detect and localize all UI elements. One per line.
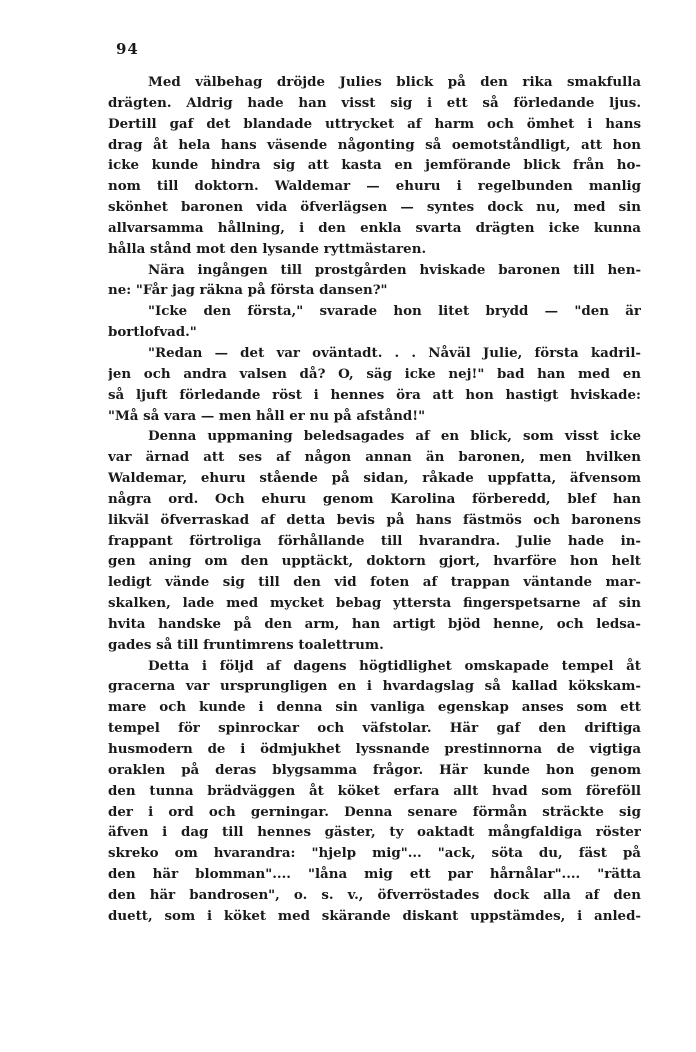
text-line: "Må så vara — men håll er nu på afstånd!" <box>108 407 426 424</box>
text-line: "Icke den första," svarade hon litet brydd — "den är <box>148 303 641 320</box>
text-line: oraklen på deras blygsamma frågor. Här kunde hon genom <box>108 761 641 778</box>
text-line: gades så till fruntimrens toalettrum. <box>108 636 384 653</box>
text-line: Nära ingången till prostgården hviskade baronen till hen- <box>148 261 641 278</box>
text-line: Med välbehag dröjde Julies blick på den rika smakfulla <box>148 74 641 90</box>
text-line: drag åt hela hans väsende någonting så oemotståndligt, att hon <box>108 136 641 153</box>
text-line: Denna uppmaning beledsagades af en blick, som visst icke <box>148 428 641 445</box>
text-line: hvita handske på den arm, han artigt bjöd henne, och ledsa- <box>108 615 641 632</box>
text-line: ledigt vände sig till den vid foten af trappan väntande mar- <box>108 574 641 591</box>
text-line: den tunna brädväggen åt köket erfara allt hvad som föreföll <box>108 782 641 799</box>
text-line: äfven i dag till hennes gäster, ty oaktadt mångfaldiga röster <box>108 824 641 841</box>
text-line: ne: "Får jag räkna på första dansen?" <box>108 282 388 299</box>
text-line: skönhet baronen vida öfverlägsen — syntes dock nu, med sin <box>108 199 641 216</box>
text-line: der i ord och gerningar. Denna senare förmån sträckte sig <box>108 803 641 820</box>
text-line: icke kunde hindra sig att kasta en jemförande blick från ho- <box>108 157 641 174</box>
text-line: gen aning om den upptäckt, doktorn gjort, hvarföre hon helt <box>108 553 641 570</box>
text-line: så ljuft förledande röst i hennes öra att hon hastigt hviskade: <box>108 386 641 403</box>
text-line: drägten. Aldrig hade han visst sig i ett så förledande ljus. <box>108 94 641 111</box>
text-line: "Redan — det var oväntadt. . . Nåväl Julie, första kadril- <box>148 344 641 361</box>
text-line: nom till doktorn. Waldemar — ehuru i regelbunden manlig <box>108 178 641 195</box>
text-line: tempel för spinrockar och väfstolar. Här gaf den driftiga <box>108 720 641 737</box>
text-line: bortlofvad." <box>108 324 197 341</box>
text-line: den här blomman".... "låna mig ett par hårnålar".... "rätta <box>108 866 641 883</box>
text-line: duett, som i köket med skärande diskant uppstämdes, i anled- <box>108 907 641 924</box>
text-line: den här bandrosen", o. s. v., öfverröstades dock alla af den <box>108 886 641 903</box>
text-line: hålla stånd mot den lysande ryttmästaren. <box>108 240 427 257</box>
text-line: Dertill gaf det blandade uttrycket af harm och ömhet i hans <box>108 115 641 132</box>
body-text <box>108 72 641 927</box>
text-line: var ärnad att ses af någon annan än baronen, men hvilken <box>108 449 641 466</box>
text-line: allvarsamma hållning, i den enkla svarta drägten icke kunna <box>108 219 641 236</box>
text-line: jen och andra valsen då? O, säg icke nej!" bad han med en <box>108 365 641 382</box>
text-line: mare och kunde i denna sin vanliga egenskap anses som ett <box>108 699 641 716</box>
text-line: gracerna var ursprungligen en i hvardagslag så kallad kökskam- <box>108 678 641 695</box>
text-line: Waldemar, ehuru stående på sidan, råkade uppfatta, äfvensom <box>108 470 641 487</box>
text-line: skalken, lade med mycket bebag yttersta fingerspetsarne af sin <box>108 595 641 612</box>
text-line: Detta i följd af dagens högtidlighet omskapade tempel åt <box>148 657 641 674</box>
page-number: 94 <box>116 40 139 58</box>
text-line: husmodern de i ödmjukhet lyssnande prestinnorna de vigtiga <box>108 741 641 757</box>
text-line: frappant förtroliga förhållande till hvarandra. Julie hade in- <box>108 532 641 549</box>
text-line: några ord. Och ehuru genom Karolina förberedd, blef han <box>108 490 641 507</box>
text-line: skreko om hvarandra: "hjelp mig"... "ack, söta du, fäst på <box>108 845 641 862</box>
text-line: likväl öfverraskad af detta bevis på hans fästmös och baronens <box>108 511 641 528</box>
